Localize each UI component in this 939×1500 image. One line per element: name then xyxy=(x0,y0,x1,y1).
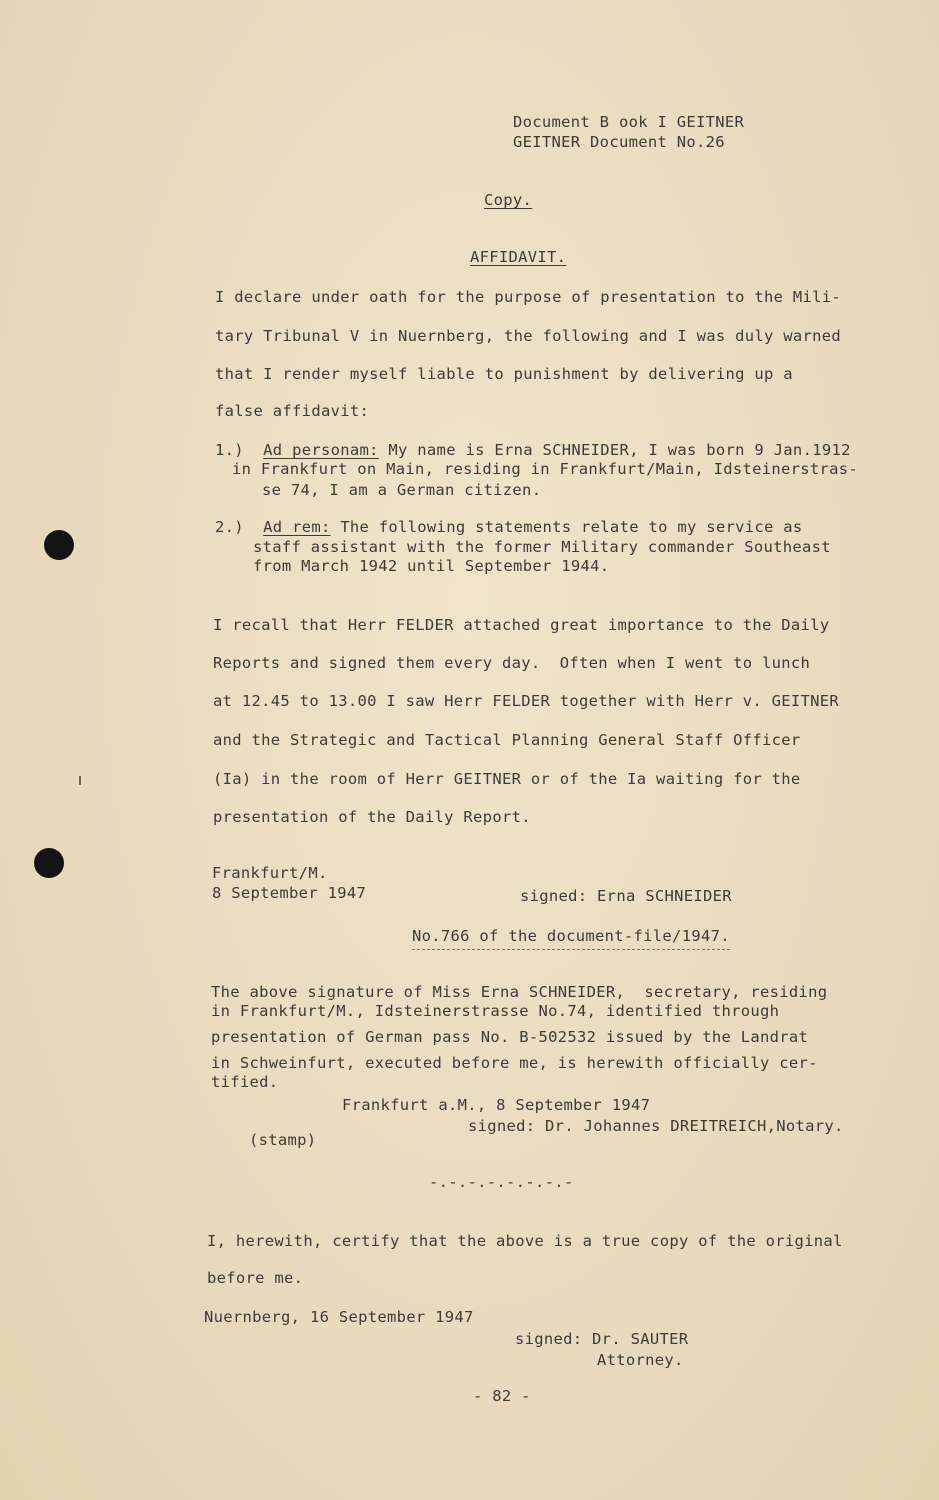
recall-line: at 12.45 to 13.00 I saw Herr FELDER together with Herr v. GEITNER xyxy=(213,692,840,710)
date: 8 September 1947 xyxy=(212,884,367,902)
intro-line: I declare under oath for the purpose of presentation to the Mili- xyxy=(215,288,842,306)
item-label: Ad rem: xyxy=(263,518,331,536)
item-1-line: in Frankfurt on Main, residing in Frankfurt/Main, Idsteinerstras- xyxy=(232,460,859,478)
item-text: My name is Erna SCHNEIDER, I was born 9 Jan.1912 xyxy=(378,441,851,459)
stamp: (stamp) xyxy=(249,1131,317,1149)
header-line-1: Document B ook I GEITNER xyxy=(513,113,745,131)
separator: -.-.-.-.-.-.-.- xyxy=(429,1173,574,1191)
certify-line: before me. xyxy=(207,1269,304,1287)
recall-line: presentation of the Daily Report. xyxy=(213,808,531,826)
nuernberg-date: Nuernberg, 16 September 1947 xyxy=(204,1308,474,1326)
item-2-line: from March 1942 until September 1944. xyxy=(253,557,610,575)
notary-line: tified. xyxy=(211,1073,279,1091)
place: Frankfurt/M. xyxy=(212,864,328,882)
recall-line: and the Strategic and Tactical Planning General Staff Officer xyxy=(213,731,801,749)
header-line-2: GEITNER Document No.26 xyxy=(513,133,725,151)
item-number: 2.) xyxy=(215,518,244,536)
notary-line: in Frankfurt/M., Idsteinerstrasse No.74, identified through xyxy=(211,1002,780,1020)
notary-line: The above signature of Miss Erna SCHNEIDER, secretary, residing xyxy=(211,983,828,1001)
item-1-line: se 74, I am a German citizen. xyxy=(262,481,542,499)
certify-line: I, herewith, certify that the above is a true copy of the original xyxy=(207,1232,843,1250)
recall-line: Reports and signed them every day. Often when I went to lunch xyxy=(213,654,811,672)
item-number: 1.) xyxy=(215,441,244,459)
punch-hole xyxy=(44,530,74,560)
signature-sauter: signed: Dr. SAUTER xyxy=(515,1330,689,1348)
notary-signature: signed: Dr. Johannes DREITREICH,Notary. xyxy=(468,1117,844,1135)
item-2-line: staff assistant with the former Military commander Southeast xyxy=(253,538,831,556)
recall-line: I recall that Herr FELDER attached great importance to the Daily xyxy=(213,616,830,634)
recall-line: (Ia) in the room of Herr GEITNER or of the Ia waiting for the xyxy=(213,770,801,788)
attorney-title: Attorney. xyxy=(597,1351,684,1369)
copy-label: Copy. xyxy=(484,191,533,209)
notary-place: Frankfurt a.M., 8 September 1947 xyxy=(342,1096,651,1114)
margin-mark xyxy=(79,776,81,785)
intro-line: false affidavit: xyxy=(215,402,370,420)
intro-line: tary Tribunal V in Nuernberg, the following and I was duly warned xyxy=(215,327,842,345)
signature-erna: signed: Erna SCHNEIDER xyxy=(520,887,732,905)
item-2 xyxy=(215,518,803,536)
document-file-number: No.766 of the document-file/1947. xyxy=(412,927,730,950)
punch-hole xyxy=(34,848,64,878)
item-1 xyxy=(215,441,851,459)
page-number: - 82 - xyxy=(473,1387,531,1405)
affidavit-title: AFFIDAVIT. xyxy=(470,248,567,266)
item-label: Ad personam: xyxy=(263,441,379,459)
intro-line: that I render myself liable to punishment by delivering up a xyxy=(215,365,793,383)
item-text: The following statements relate to my service as xyxy=(330,518,803,536)
notary-line: presentation of German pass No. B-502532 issued by the Landrat xyxy=(211,1028,809,1046)
notary-line: in Schweinfurt, executed before me, is herewith officially cer- xyxy=(211,1054,818,1072)
